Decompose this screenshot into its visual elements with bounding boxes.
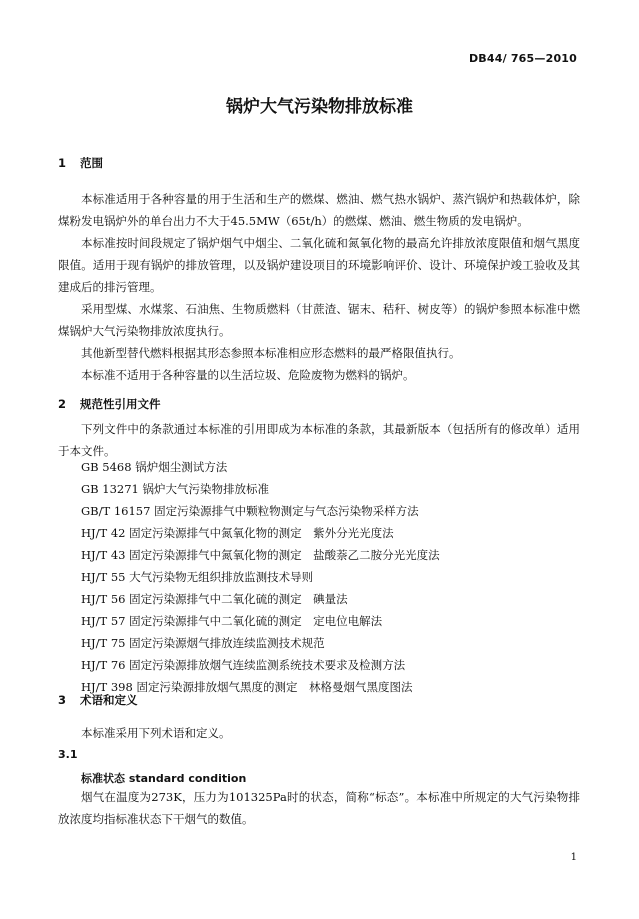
section-number: 2 <box>58 397 67 411</box>
section-3-paragraph-1: 本标准采用下列术语和定义。 <box>81 726 231 740</box>
section-title: 范围 <box>80 156 103 170</box>
reference-item: HJ/T 57 固定污染源排气中二氧化硫的测定 定电位电解法 <box>81 614 383 628</box>
section-1-heading <box>58 155 103 171</box>
reference-item: HJ/T 398 固定污染源排放烟气黑度的测定 林格曼烟气黑度图法 <box>81 680 413 694</box>
section-1-paragraph-3: 采用型煤、水煤浆、石油焦、生物质燃料（甘蔗渣、锯末、秸秆、树皮等）的锅炉参照本标准中燃煤锅炉大气污染物排放浓度执行。 <box>58 302 580 338</box>
reference-item: GB 5468 锅炉烟尘测试方法 <box>81 460 228 474</box>
section-title: 规范性引用文件 <box>80 397 161 411</box>
section-number: 3 <box>58 693 67 707</box>
section-number: 1 <box>58 156 67 170</box>
reference-item: HJ/T 55 大气污染物无组织排放监测技术导则 <box>81 570 314 584</box>
section-2-heading <box>58 396 161 412</box>
section-1-paragraph-5: 本标准不适用于各种容量的以生活垃圾、危险废物为燃料的锅炉。 <box>81 368 415 382</box>
document-number: DB44/ 765—2010 <box>468 52 577 65</box>
document-title: 锅炉大气污染物排放标准 <box>226 97 413 117</box>
section-2-paragraph-1: 下列文件中的条款通过本标准的引用即成为本标准的条款，其最新版本（包括所有的修改单）适用于本文件。 <box>58 422 580 458</box>
reference-item: HJ/T 42 固定污染源排气中氮氧化物的测定 紫外分光光度法 <box>81 526 394 540</box>
reference-item: GB 13271 锅炉大气污染物排放标准 <box>81 482 270 496</box>
reference-item: HJ/T 43 固定污染源排气中氮氧化物的测定 盐酸萘乙二胺分光光度法 <box>81 548 440 562</box>
section-1-paragraph-1: 本标准适用于各种容量的用于生活和生产的燃煤、燃油、燃气热水锅炉、蒸汽锅炉和热载体炉，除煤粉发电锅炉外的单台出力不大于45.5MW（65t/h）的燃煤、燃油、燃生物质的发电锅炉。 <box>58 192 580 228</box>
subsection-number: 3.1 <box>58 748 78 761</box>
section-title: 术语和定义 <box>80 693 138 707</box>
term-definition: 烟气在温度为273K，压力为101325Pa时的状态，简称“标态”。本标准中所规定的大气污染物排放浓度均指标准状态下干烟气的数值。 <box>58 790 580 826</box>
reference-item: HJ/T 76 固定污染源排放烟气连续监测系统技术要求及检测方法 <box>81 658 406 672</box>
page-number: 1 <box>570 852 577 863</box>
section-1-paragraph-4: 其他新型替代燃料根据其形态参照本标准相应形态燃料的最严格限值执行。 <box>81 346 461 360</box>
reference-item: HJ/T 56 固定污染源排气中二氧化硫的测定 碘量法 <box>81 592 348 606</box>
term-heading: 标准状态 standard condition <box>81 772 247 785</box>
reference-item: HJ/T 75 固定污染源烟气排放连续监测技术规范 <box>81 636 325 650</box>
section-1-paragraph-2: 本标准按时间段规定了锅炉烟气中烟尘、二氧化硫和氮氧化物的最高允许排放浓度限值和烟气黑度限值。适用于现有锅炉的排放管理，以及锅炉建设项目的环境影响评价、设计、环境保护竣工验收及其建成后的排污管理。 <box>58 236 580 294</box>
section-3-heading <box>58 692 138 708</box>
reference-item: GB/T 16157 固定污染源排气中颗粒物测定与气态污染物采样方法 <box>81 504 419 518</box>
